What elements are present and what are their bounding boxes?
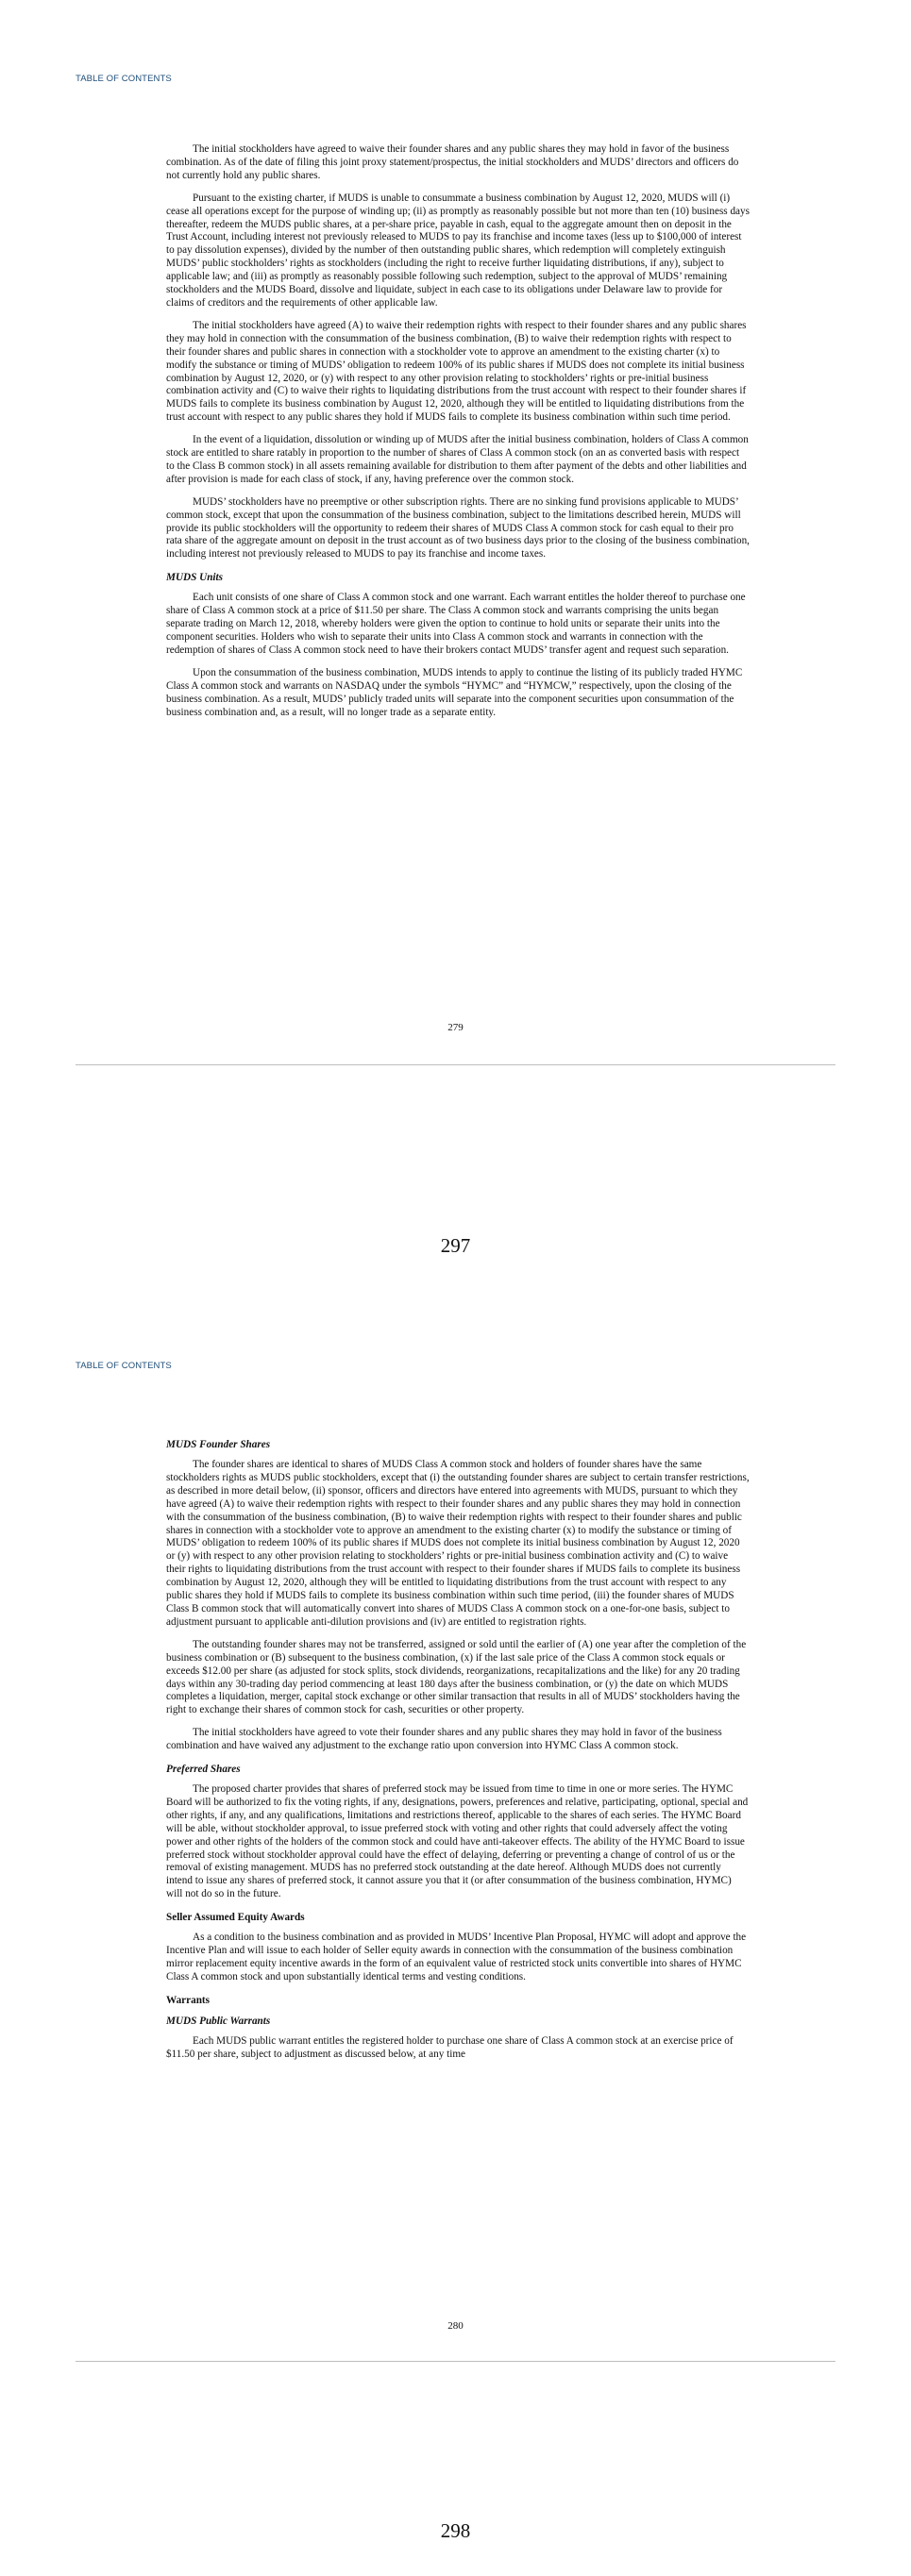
paragraph: As a condition to the business combination and as provided in MUDS’ Incentive Plan Proposal, HYMC will adopt and approve the Incentive Plan and will issue to each holder of Seller equity awards in connection with the consummation of the business combination mirror replacement equity incentive awards in the form of an equivalent value of restricted stock units convertible into shares of HYMC Class A common stock and upon substantially identical terms and vesting conditions.: [166, 1932, 747, 1982]
sequence-number: 298: [440, 2519, 471, 2542]
document-page-280: [0, 1293, 911, 2576]
page-number: 280: [447, 2320, 464, 2332]
page-divider: [76, 1064, 835, 1065]
section-heading-preferred-shares: Preferred Shares: [166, 1764, 241, 1776]
paragraph: The founder shares are identical to shares of MUDS Class A common stock and holders of founder shares have the same stockholders rights as MUDS public stockholders, except that (i) the outstanding founder shares are subject to certain transfer restrictions, as described in more detail below, (ii) sponsor, officers and directors have entered into agreements with MUDS, pursuant to which they have agreed (A) to waive their redemption rights with respect to their founder shares and any public shares they may hold in connection with the consummation of the business combination, (B) to waive their redemption rights with respect to their founder shares and public shares in connection with a stockholder vote to approve an amendment to the existing charter (x) to modify the substance or timing of MUDS’ obligation to redeem 100% of its public shares if MUDS does not complete its initial business combination by August 12, 2020 or (y) with respect to any other provision relating to stockholders’ rights or pre-initial business combination activity and (C) to waive their rights to liquidating distributions from the trust account with respect to their founder shares if MUDS fails to complete its business combination by August 12, 2020, although they will be entitled to liquidating distributions from the trust account with respect to any public shares they hold if MUDS fails to complete its business combination within such time period, (iii) the founder shares of MUDS Class B common stock that will automatically convert into shares of MUDS Class A common stock on a one-for-one basis, subject to adjustment pursuant to applicable anti-dilution provisions and (iv) are entitled to registration rights.: [166, 1459, 750, 1628]
paragraph: MUDS’ stockholders have no preemptive or other subscription rights. There are no sinking fund provisions applicable to MUDS’ common stock, except that upon the consummation of the business combination, subject to the limitations described herein, MUDS will provide its public stockholders will the opportunity to redeem their shares of MUDS Class A common stock for cash equal to their pro rata share of the aggregate amount on deposit in the trust account as of two business days prior to the closing of the business combination, including interest not previously released to MUDS to pay its franchise and income taxes.: [166, 495, 750, 560]
table-of-contents-link[interactable]: TABLE OF CONTENTS: [76, 74, 172, 84]
page-body: [166, 1434, 750, 2071]
section-heading-warrants: Warrants: [166, 1994, 210, 2006]
page-number: 279: [447, 1022, 464, 1033]
paragraph: Pursuant to the existing charter, if MUDS is unable to consummate a business combination by August 12, 2020, MUDS will (i) cease all operations except for the purpose of winding up; (ii) as promptly as reasonably possible but not more than ten (10) business days thereafter, redeem the MUDS public shares, at a per-share price, payable in cash, equal to the aggregate amount then on deposit in the Trust Account, including interest not previously released to MUDS to pay its franchise and income taxes (less up to $100,000 of interest to pay dissolution expenses), divided by the number of then outstanding public shares, which redemption will completely extinguish MUDS’ public stockholders’ rights as stockholders (including the right to receive further liquidating distributions, if any), subject to applicable law; and (iii) as promptly as reasonably possible following such redemption, subject to the approval of MUDS’ remaining stockholders and the MUDS Board, dissolve and liquidate, subject in each case to its obligations under Delaware law to provide for claims of creditors and the requirements of other applicable law.: [166, 192, 750, 309]
paragraph: The initial stockholders have agreed (A) to waive their redemption rights with respect to their founder shares and any public shares they may hold in connection with the consummation of the business combination, (B) to waive their redemption rights with respect to their founder shares and public shares in connection with a stockholder vote to approve an amendment to the existing charter (x) to modify the substance or timing of MUDS’ obligation to redeem 100% of its public shares if MUDS does not complete its initial business combination by August 12, 2020, or (y) with respect to any other provision relating to stockholders’ rights or pre-initial business combination activity and (C) to waive their rights to liquidating distributions from the trust account with respect to their founder shares if MUDS fails to complete its business combination by August 12, 2020, although they will be entitled to liquidating distributions from the trust account with respect to any public shares they hold if MUDS fails to complete its business combination within such time period.: [166, 319, 747, 424]
paragraph: Each MUDS public warrant entitles the registered holder to purchase one share of Class A common stock at an exercise price of $11.50 per share, subject to adjustment as discussed below, at any time: [166, 2034, 734, 2060]
page-body: [166, 143, 750, 728]
section-heading-muds-units: MUDS Units: [166, 572, 223, 584]
section-heading-founder-shares: MUDS Founder Shares: [166, 1439, 271, 1450]
paragraph: The proposed charter provides that shares of preferred stock may be issued from time to time in one or more series. The HYMC Board will be authorized to fix the voting rights, if any, designations, powers, preferences and relative, participating, optional, special and other rights, if any, and any qualifications, limitations and restrictions thereof, applicable to the shares of each series. The HYMC Board will be able, without stockholder approval, to issue preferred stock with voting and other rights that could adversely affect the voting power and other rights of the holders of the common stock and could have anti-takeover effects. The ability of the HYMC Board to issue preferred stock without stockholder approval could have the effect of delaying, deferring or preventing a change of control of us or the removal of existing management. MUDS has no preferred stock outstanding at the date hereof. Although MUDS does not currently intend to issue any shares of preferred stock, it cannot assure you that it (or after consummation of the business combination, HYMC) will not do so in the future.: [166, 1783, 749, 1900]
paragraph: The outstanding founder shares may not be transferred, assigned or sold until the earlier of (A) one year after the completion of the business combination or (B) subsequent to the business combination, (x) if the last sale price of the Class A common stock equals or exceeds $12.00 per share (as adjusted for stock splits, stock dividends, reorganizations, recapitalizations and the like) for any 20 trading days within any 30-trading day period commencing at least 180 days after the business combination, or (y) the date on which MUDS completes a liquidation, merger, capital stock exchange or other similar transaction that results in all of MUDS’ stockholders having the right to exchange their shares of common stock for cash, securities or other property.: [166, 1638, 747, 1716]
section-heading-public-warrants: MUDS Public Warrants: [166, 2015, 271, 2027]
section-heading-seller-equity-awards: Seller Assumed Equity Awards: [166, 1912, 305, 1924]
paragraph: Each unit consists of one share of Class A common stock and one warrant. Each warrant entitles the holder thereof to purchase one share of Class A common stock at a price of $11.50 per share. The Class A common stock and warrants comprising the units began separate trading on March 12, 2018, whereby holders were given the option to continue to hold units or separate their units into the component securities. Holders who wish to separate their units into Class A common stock and warrants in connection with the redemption of shares of Class A common stock need to have their brokers contact MUDS’ transfer agent and request such separation.: [166, 592, 746, 656]
page-divider: [76, 2361, 835, 2362]
paragraph: The initial stockholders have agreed to waive their founder shares and any public shares they may hold in favor of the business combination. As of the date of filing this joint proxy statement/prospectus, the initial stockholders and MUDS’ directors and officers do not currently hold any public shares.: [166, 143, 739, 181]
paragraph: The initial stockholders have agreed to vote their founder shares and any public shares they may hold in favor of the business combination and have waived any adjustment to the exchange ratio upon conversion into HYMC Class A common stock.: [166, 1727, 722, 1752]
paragraph: In the event of a liquidation, dissolution or winding up of MUDS after the initial business combination, holders of Class A common stock are entitled to share ratably in proportion to the number of shares of Class A common stock (on an as converted basis with respect to the Class B common stock) in all assets remaining available for distribution to them after payment of the debts and other liabilities and after provision is made for each class of stock, if any, having preference over the common stock.: [166, 434, 749, 485]
sequence-number: 297: [440, 1234, 471, 1257]
table-of-contents-link[interactable]: TABLE OF CONTENTS: [76, 1361, 172, 1371]
paragraph: Upon the consummation of the business combination, MUDS intends to apply to continue the listing of its publicly traded HYMC Class A common stock and warrants on NASDAQ under the symbols “HYMC” and “HYMCW,” respectively, upon the closing of the business combination. As a result, MUDS’ publicly traded units will separate into the component securities upon consummation of the business combination and, as a result, will no longer trade as a separate entity.: [166, 666, 743, 718]
